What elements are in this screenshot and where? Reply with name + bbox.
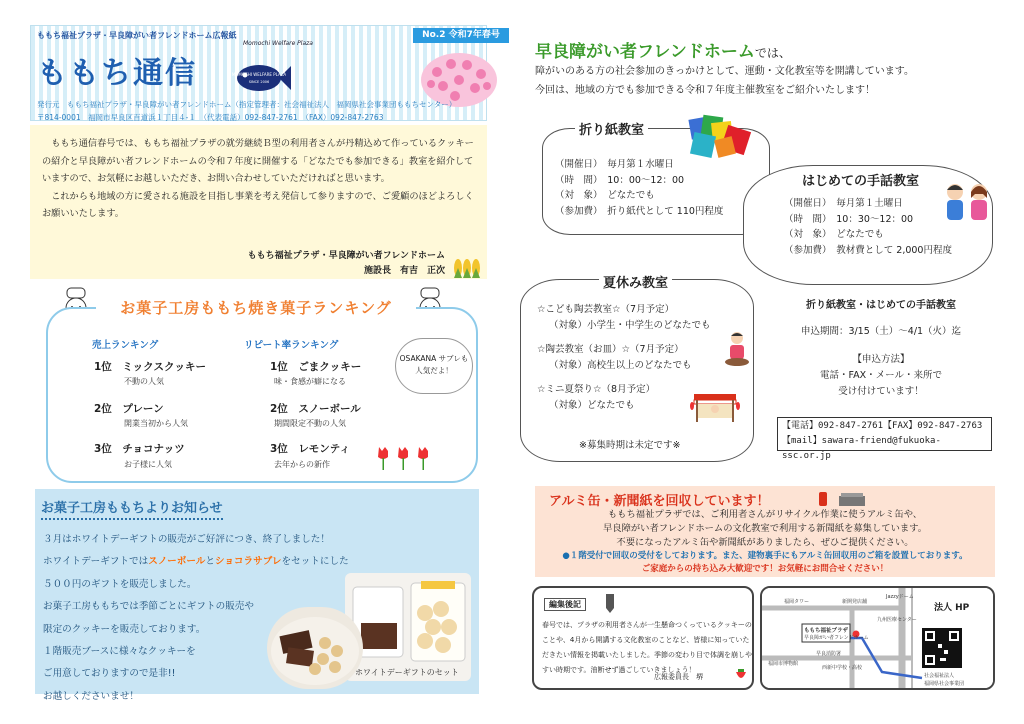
repeat-rank-2: 2位 スノーボール: [270, 403, 361, 415]
greeting-paragraph-1: ももち通信春号では、ももち福祉プラザの就労継続Ｂ型の利用者さんが丹精込めて作っているクッキーの紹介と早良障がい者フレンドホームの令和７年度に開催する「どなたでも参加できる」教室を紹介していますので、お気軽にお越しいただき、お問い合わせしていただければと思います。: [42, 138, 474, 184]
friendhome-lead: 障がいのある方の社会参加のきっかけとして、運動・文化教室等を開講しています。 今回は、地域の方でも参加できる令和７年度主催教室をご紹介いたします！: [535, 66, 914, 96]
publisher-line: 発行元 ももち福祉プラザ・早良障がい者フレンドホーム（指定管理者：社会福祉法人 福岡県社会事業団ももちセンター）: [37, 100, 457, 109]
summer-class-note: ※募集時期は未定です※: [579, 440, 681, 451]
map-label: 福岡市博物館: [768, 661, 799, 667]
editor-note-text: 春号では、プラザの利用者さんが一生懸命つくっているクッキーのことや、4月から開講する文化教室のことなど、皆様に知っていただきたい情報を掲載いたしました。季節の変わり目で体調を崩しやすい時期です。油断せず過ごしていきましょう！: [542, 621, 752, 674]
news-body: ３月はホワイトデーギフトの販売がご好評につき、終了しました！ ホワイトデーギフトではスノーボールとショコラサブレをセットにした ５００円のギフトを販売しました。 お菓子工房ももちでは季節ごとにギフトの販売や 限定のクッキーを販売しております。 １階販売ブースに様々なクッキーを ご用意しておりますので是非!! お越しくださいませ！: [43, 534, 349, 702]
pen-icon: [600, 592, 620, 614]
application-period: 申込期間：3/15（土）～4/1（火）迄: [800, 326, 962, 337]
repeat-rank-1: 1位 ごまクッキー: [270, 361, 362, 373]
greeting-box: [30, 125, 487, 279]
map-label: 福岡タワー: [784, 599, 810, 605]
map-center-sub: 早良障がい者フレンドホーム: [804, 635, 869, 641]
recycling-line-2: 早良障がい者フレンドホームの文化教室で利用する新聞紙を募集しています。: [602, 523, 928, 534]
strawberry-icon: [734, 668, 748, 684]
map-label: 九州医療センター: [877, 617, 917, 623]
greeting-paragraph-2: これからも地域の方に愛される施設を目指し事業を考え発信して参りますので、ご愛顧のほどよろしくお願いいたします。: [42, 190, 474, 219]
gift-photo-caption: ホワイトデーギフトのセット: [355, 668, 459, 677]
newsletter-logo: ももち通信: [37, 56, 197, 91]
sign-language-info: （開催日） 毎月第１土曜日 （時 間） 10：30～12：00 （対 象） どなたでも （参加費） 教材費として 2,000円程度: [784, 198, 952, 256]
origami-title: 折り紙教室: [575, 119, 648, 138]
speech-bubble: OSAKANA サブレも人気だよ！: [395, 338, 473, 394]
summer-class-title: 夏休み教室: [599, 272, 672, 291]
map-label: 社会福祉法人: [924, 673, 955, 679]
sign-language-people-icon: [942, 180, 992, 224]
repeat-note-1: 味・食感が癖になる: [274, 377, 346, 386]
fish-logo-year: SINCE 2006: [248, 80, 270, 84]
sign-language-title: はじめての手話教室: [802, 174, 920, 189]
sales-note-2: 開業当初から人気: [124, 419, 188, 428]
recycling-line-4: ●１階受付で回収の受付をしております。また、建物裏手にもアルミ缶回収用のご箱を設置しております。: [562, 551, 968, 561]
application-heading: 折り紙教室・はじめての手話教室: [806, 300, 956, 311]
can-newspaper-icon: [817, 490, 867, 508]
repeat-rank-3: 3位 レモンティ: [270, 443, 350, 455]
sales-rank-1: 1位 ミックスクッキー: [94, 361, 206, 373]
news-title: お菓子工房ももちよりお知らせ: [41, 497, 223, 520]
tulip-icon: [374, 445, 432, 471]
contact-email[interactable]: 【mail】sawara-friend@fukuoka-ssc.or.jp: [782, 436, 941, 461]
sales-note-3: お子様に人気: [124, 460, 172, 469]
masthead: [30, 25, 500, 122]
pottery-person-icon: [722, 330, 752, 370]
recycling-title: アルミ缶・新聞紙を回収しています！: [549, 494, 770, 509]
cookie-plate-photo: [267, 607, 363, 689]
fish-caption: Momochi Welfare Plaza: [243, 40, 313, 47]
summer-class-info: ☆こども陶芸教室☆（7月予定） （対象）小学生・中学生のどなたでも ☆陶芸教室（お皿）☆（7月予定） （対象）高校生以上のどなたでも ☆ミニ夏祭り☆（8月予定） （対象）どなたでも: [537, 304, 711, 411]
ranking-title: お菓子工房ももち焼き菓子ランキング: [96, 295, 416, 321]
map-label: 新開発店舗: [842, 599, 868, 605]
fish-logo-text: MOMOCHI WELFARE PLAZA: [231, 72, 287, 77]
festival-stall-icon: [690, 388, 740, 424]
contact-phone-fax: 【電話】092-847-2761【FAX】092-847-2763: [782, 421, 983, 431]
sales-rank-3: 3位 チョコナッツ: [94, 443, 185, 455]
recycling-box: [535, 486, 995, 577]
signature-org: ももち福祉プラザ・早良障がい者フレンドホーム: [247, 251, 445, 261]
corn-icon: [452, 258, 482, 278]
sales-note-1: 不動の人気: [124, 377, 164, 386]
editor-note-signature: 広報委員長 堺: [654, 673, 703, 681]
repeat-note-3: 去年からの新作: [274, 460, 330, 469]
origami-info: （開催日） 毎月第１水曜日 （時 間） 10：00～12：00 （対 象） どなたでも （参加費） 折り紙代として 110円程度: [555, 159, 724, 217]
repeat-note-2: 期間限定不動の人気: [274, 419, 346, 428]
corporate-hp-label: 法人 HP: [934, 603, 970, 613]
friendhome-title: 早良障がい者フレンドホームでは、: [535, 42, 791, 62]
contact-box: [777, 417, 992, 461]
repeat-ranking-heading: リピート率ランキング: [244, 340, 339, 351]
map-label: Jazzyドーム: [886, 594, 914, 600]
ranking-frame: [46, 307, 478, 483]
sales-rank-2: 2位 プレーン: [94, 403, 164, 415]
signature-name: 施設長 有吉 正次: [363, 266, 445, 276]
map-label: 福岡県社会事業団: [924, 681, 965, 687]
application-method-heading: 【申込方法】: [852, 354, 910, 365]
sales-ranking-heading: 売上ランキング: [92, 340, 159, 351]
issue-badge: No.2 令和7年春号: [413, 28, 509, 43]
map-label: 西新中学校・高校: [822, 665, 863, 671]
gift-set-photo: [345, 573, 471, 681]
application-method: 電話・FAX・メール・来所で: [820, 370, 942, 381]
application-method-2: 受け付けています！: [838, 386, 924, 397]
recycling-line-3: 不要になったアルミ缶や新聞紙がありましたら、ぜひご提供ください。: [616, 537, 914, 548]
map-label: 早良消防署: [816, 651, 842, 657]
news-box: [35, 489, 479, 702]
access-map: [760, 586, 995, 690]
summer-class-cloud: [520, 276, 754, 462]
origami-paper-icon: [686, 112, 754, 162]
address-line: 〒814-0001 福岡市早良区百道浜１丁目４-１ （代表電話）092-847-2761 （FAX）092-847-2763: [37, 113, 384, 122]
masthead-subtitle: ももち福祉プラザ・早良障がい者フレンドホーム広報紙: [37, 31, 237, 40]
recycling-line-5: ご家庭からの持ち込み大歓迎です！お気軽にお問合せください！: [641, 564, 889, 574]
editor-note-tag: 編集後記: [544, 598, 586, 611]
editor-note-box: [532, 586, 754, 690]
fish-logo-icon: [231, 60, 291, 96]
map-center-name: ももち福祉プラザ: [804, 628, 849, 634]
recycling-line-1: ももち福祉プラザでは、ご利用者さんがリサイクル作業に使うアルミ缶や、: [607, 509, 923, 520]
